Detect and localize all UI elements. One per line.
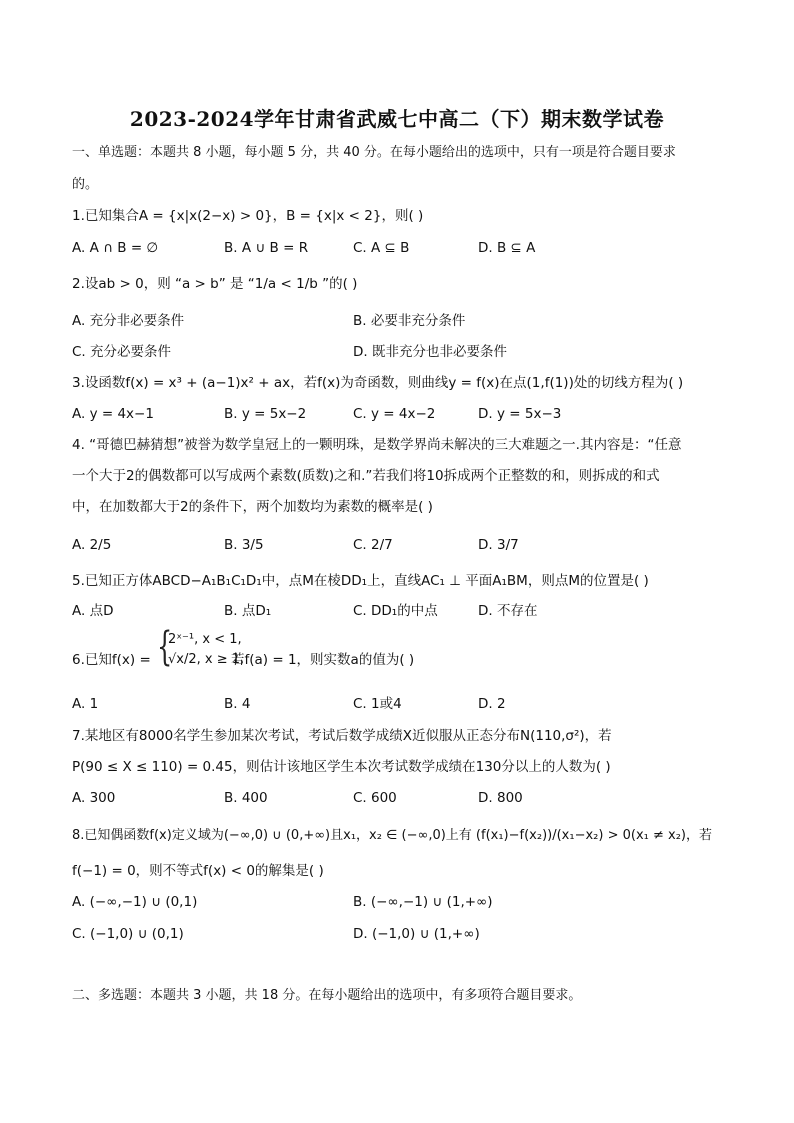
q3-option-d[interactable]: D. y = 5x−3	[478, 406, 562, 422]
q4-stem-line3: 中，在加数都大于2的条件下，两个加数均为素数的概率是( )	[72, 499, 433, 515]
q8-stem-line2: f(−1) = 0，则不等式f(x) < 0的解集是( )	[72, 863, 324, 879]
q4-option-b[interactable]: B. 3/5	[224, 537, 264, 553]
section2-heading: 二、多选题：本题共 3 小题，共 18 分。在每小题给出的选项中，有多项符合题目要求。	[72, 988, 582, 1003]
q4-option-c[interactable]: C. 2/7	[353, 537, 393, 553]
q5-option-b[interactable]: B. 点D₁	[224, 603, 272, 619]
q7-stem-line1: 7.某地区有8000名学生参加某次考试，考试后数学成绩X近似服从正态分布N(110,σ²)，若	[72, 728, 612, 744]
q6-option-b[interactable]: B. 4	[224, 696, 251, 712]
q2-option-c[interactable]: C. 充分必要条件	[72, 344, 172, 360]
q6-case-2: √x/2, x ≥ 1,	[168, 652, 245, 667]
q1-option-b[interactable]: B. A ∪ B = R	[224, 240, 309, 256]
q7-option-d[interactable]: D. 800	[478, 790, 523, 806]
q2-option-b[interactable]: B. 必要非充分条件	[353, 313, 466, 329]
q8-option-c[interactable]: C. (−1,0) ∪ (0,1)	[72, 926, 184, 942]
q3-stem: 3.设函数f(x) = x³ + (a−1)x² + ax，若f(x)为奇函数，则曲线y = f(x)在点(1,f(1))处的切线方程为( )	[72, 375, 684, 391]
q3-option-c[interactable]: C. y = 4x−2	[353, 406, 436, 422]
q5-option-a[interactable]: A. 点D	[72, 603, 114, 619]
q6-tail: 若f(a) = 1，则实数a的值为( )	[231, 652, 415, 668]
q8-stem-line1: 8.已知偶函数f(x)定义域为(−∞,0) ∪ (0,+∞)且x₁，x₂ ∈ (−∞,0)上有 (f(x₁)−f(x₂))/(x₁−x₂) > 0(x₁ ≠ x₂)，若	[72, 828, 712, 843]
q6-lead: 6.已知f(x) =	[72, 652, 151, 668]
q8-option-a[interactable]: A. (−∞,−1) ∪ (0,1)	[72, 894, 198, 910]
q5-option-c[interactable]: C. DD₁的中点	[353, 603, 438, 619]
q3-option-a[interactable]: A. y = 4x−1	[72, 406, 154, 422]
q6-option-d[interactable]: D. 2	[478, 696, 506, 712]
page-title: 2023-2024学年甘肃省武威七中高二（下）期末数学试卷	[129, 107, 665, 131]
q7-option-b[interactable]: B. 400	[224, 790, 268, 806]
q8-option-d[interactable]: D. (−1,0) ∪ (1,+∞)	[353, 926, 480, 942]
q6-brace: {	[157, 624, 173, 670]
q2-stem: 2.设ab > 0，则 “a > b” 是 “1/a < 1/b ”的( )	[72, 276, 358, 292]
section1-heading-cont: 的。	[72, 177, 99, 192]
q8-option-b[interactable]: B. (−∞,−1) ∪ (1,+∞)	[353, 894, 493, 910]
q4-option-a[interactable]: A. 2/5	[72, 537, 112, 553]
q5-option-d[interactable]: D. 不存在	[478, 603, 538, 619]
q2-option-a[interactable]: A. 充分非必要条件	[72, 313, 185, 329]
q7-option-a[interactable]: A. 300	[72, 790, 116, 806]
q4-stem-line2: 一个大于2的偶数都可以写成两个素数(质数)之和.”若我们将10拆成两个正整数的和，则拆成的和式	[72, 468, 660, 484]
section1-heading: 一、单选题：本题共 8 小题，每小题 5 分，共 40 分。在每小题给出的选项中，只有一项是符合题目要求	[72, 145, 676, 160]
q7-option-c[interactable]: C. 600	[353, 790, 397, 806]
q1-option-c[interactable]: C. A ⊆ B	[353, 240, 410, 256]
q1-stem: 1.已知集合A = {x|x(2−x) > 0}，B = {x|x < 2}，则( )	[72, 208, 424, 224]
q6-case-1: 2ˣ⁻¹, x < 1,	[168, 632, 242, 647]
q4-stem-line1: 4. “哥德巴赫猜想”被誉为数学皇冠上的一颗明珠，是数学界尚未解决的三大难题之一.其内容是：“任意	[72, 437, 682, 453]
q5-stem: 5.已知正方体ABCD−A₁B₁C₁D₁中，点M在棱DD₁上，直线AC₁ ⊥ 平面A₁BM，则点M的位置是( )	[72, 573, 649, 589]
q2-option-d[interactable]: D. 既非充分也非必要条件	[353, 344, 507, 360]
q7-stem-line2: P(90 ≤ X ≤ 110) = 0.45，则估计该地区学生本次考试数学成绩在130分以上的人数为( )	[72, 759, 611, 775]
q3-option-b[interactable]: B. y = 5x−2	[224, 406, 307, 422]
q1-option-d[interactable]: D. B ⊆ A	[478, 240, 536, 256]
q1-option-a[interactable]: A. A ∩ B = ∅	[72, 240, 159, 256]
q6-option-a[interactable]: A. 1	[72, 696, 99, 712]
q4-option-d[interactable]: D. 3/7	[478, 537, 519, 553]
q6-option-c[interactable]: C. 1或4	[353, 696, 402, 712]
